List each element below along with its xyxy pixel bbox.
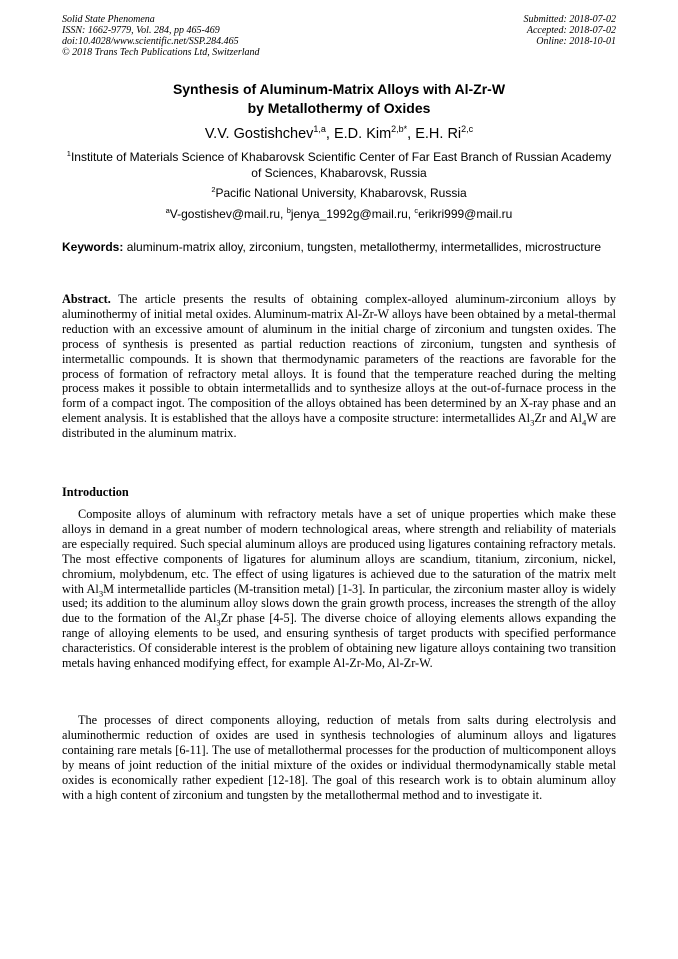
accepted-date: Accepted: 2018-07-02: [526, 25, 616, 36]
subscript: 3: [216, 617, 221, 628]
journal-info: [62, 14, 260, 58]
affiliation-1: [62, 149, 616, 181]
online-date: Online: 2018-10-01: [536, 36, 616, 47]
email-separator: ,: [407, 207, 415, 221]
affiliation-text: Institute of Materials Science of Khabarovsk Scientific Center of Far East Branch of Russian Academy of Sciences, Khabarovsk, Russia: [70, 150, 612, 180]
email-address: jenya_1992g@mail.ru: [290, 207, 408, 221]
author-affiliation-mark: 2,b*: [391, 124, 408, 135]
abstract-text: W are distributed in the aluminum matrix.: [62, 411, 616, 441]
author-name: E.D. Kim: [333, 126, 392, 142]
paragraph-text: Zr phase [4-5]. The diverse choice of alloying elements allows expanding the range of alloying elements to be used, and ensuring synthesis of target products with specified performance characteristics. Of considerable interest is the problem of obtaining new ligature alloys containing two transition metals having enhanced modifying effect, for example Al-Zr-Mo, Al-Zr-W.: [62, 611, 616, 671]
subscript: 4: [581, 417, 587, 428]
paragraph-text: Composite alloys of aluminum with refractory metals have a set of unique properties which make these alloys in demand in a great number of modern technological areas, where strength and reliability of materials are especially required. Such special aluminum alloys are produced using ligatures containing refractory metals. The most effective components of ligatures for aluminum alloys are scandium, titanium, zirconium, nickel, chromium, molybdenum, etc. The effect of using ligatures is achieved due to the saturation of the matrix melt with Al: [62, 507, 616, 596]
subscript: 3: [530, 417, 535, 428]
abstract-text: Zr and Al: [534, 411, 582, 426]
intro-paragraph-1: [62, 507, 616, 671]
email-address: erikri999@mail.ru: [418, 207, 513, 221]
author-name: E.H. Ri: [415, 126, 462, 142]
subscript: 3: [98, 587, 104, 598]
affiliation-mark: 2: [211, 185, 216, 194]
paper-title: [62, 80, 616, 118]
abstract-label: Abstract.: [62, 292, 111, 306]
author-separator: ,: [407, 126, 416, 142]
doi-line: doi:10.4028/www.scientific.net/SSP.284.465: [62, 36, 239, 47]
journal-name: Solid State Phenomena: [62, 14, 155, 25]
keywords-text: aluminum-matrix alloy, zirconium, tungsten, metallothermy, intermetallides, microstructure: [126, 240, 602, 254]
submitted-date: Submitted: 2018-07-02: [523, 14, 616, 25]
author-list: [62, 124, 616, 144]
title-line-1: Synthesis of Aluminum-Matrix Alloys with Al-Zr-W: [172, 81, 506, 97]
affiliation-text: Pacific National University, Khabarovsk, Russia: [215, 186, 467, 200]
intro-paragraph-2: The processes of direct components alloying, reduction of metals from salts during electrolysis and aluminothermic reduction of oxides are used in synthesis technologies of aluminum alloys and ligatures containing rare metals [6-11]. The use of metallothermal processes for the production of multicomponent alloys by means of joint reduction of the initial mixture of the oxides or individual thermodynamically stable metal oxides is economically rather expedient [12-18]. The goal of this research work is to obtain aluminum alloy with a high content of zirconium and tungsten by the metallothermal method and to investigate it.: [62, 713, 616, 802]
author-name: V.V. Gostishchev: [204, 126, 314, 142]
email-separator: ,: [280, 207, 287, 221]
copyright-line: © 2018 Trans Tech Publications Ltd, Switzerland: [62, 47, 260, 58]
introduction-heading: Introduction: [62, 485, 129, 499]
title-line-2: by Metallothermy of Oxides: [247, 100, 431, 116]
issn-line: ISSN: 1662-9779, Vol. 284, pp 465-469: [62, 25, 220, 36]
author-affiliation-mark: 2,c: [461, 124, 474, 135]
abstract-text: The article presents the results of obtaining complex-alloyed aluminum-zirconium alloys by aluminothermy of initial metal oxides. Aluminum-matrix Al-Zr-W alloys have been obtained by a metal-thermal reduction with an excessive amount of aluminum in the initial charge of zirconium and tungsten oxides. The process of synthesis is presented as partial reduction reactions of zirconium, tungsten and synthesis of intermetallic compounds. It is shown that thermodynamic parameters of the reactions are favorable for the process of formation of refractory metal alloys. It is found that the temperature reached during the melting process makes it possible to obtain intermetallids and to synthesize alloys at the out-of-furnace process in the form of a compact ingot. The composition of the alloys obtained has been determined by an X-ray phase and an element analysis. It is established that the alloys have a composite structure: intermetallides Al: [62, 292, 617, 426]
email-mark: b: [286, 206, 291, 215]
email-list: [62, 206, 616, 222]
keywords-label: Keywords:: [62, 240, 124, 254]
abstract-section: [62, 292, 616, 441]
author-affiliation-mark: 1,a: [313, 124, 326, 135]
affiliation-2: [62, 185, 616, 201]
paragraph-text: M intermetallide particles (M-transition metal) [1-3]. In particular, the zirconium master alloy is widely used; its addition to the aluminum alloy slows down the grain growth process, increases the strength of the alloy due to the formation of the Al: [62, 581, 616, 626]
email-address: V-gostishev@mail.ru: [169, 207, 281, 221]
keywords-section: [62, 240, 616, 255]
author-separator: ,: [325, 126, 334, 142]
affiliation-mark: 1: [66, 149, 71, 158]
email-mark: a: [165, 206, 170, 215]
publication-dates: [524, 14, 617, 47]
email-mark: c: [414, 206, 419, 215]
